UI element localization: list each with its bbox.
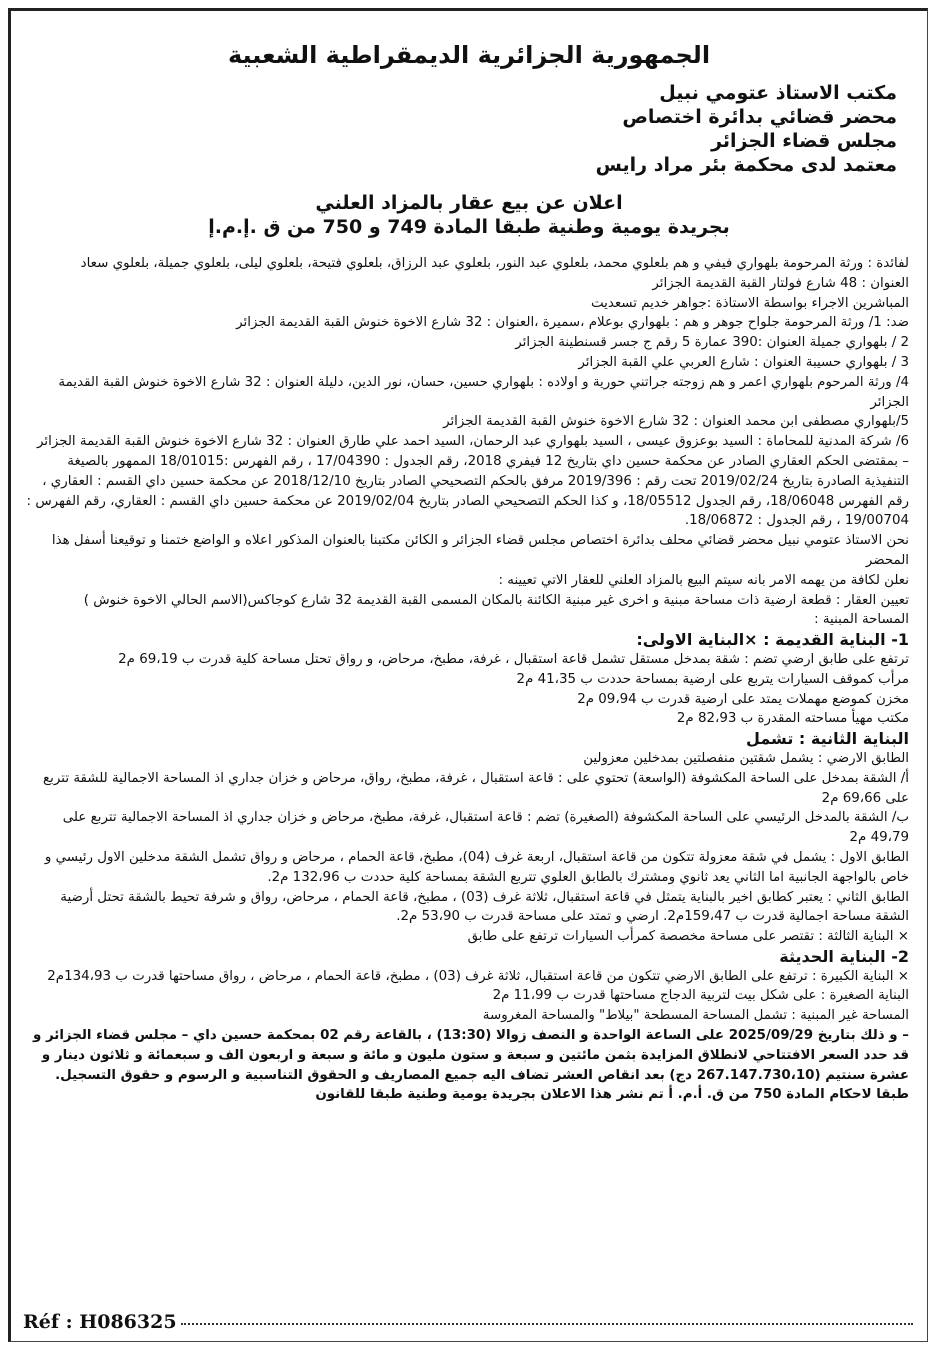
- body-paragraph: مخزن كموضع مهملات يمتد على ارضية قدرت ب 09،94 م2: [577, 691, 909, 707]
- bailiff-office-block: [596, 81, 897, 177]
- office-line: معتمد لدى محكمة بئر مراد رايس: [595, 154, 897, 176]
- body-paragraph: × البناية الثالثة : تقتصر على مساحة مخصصة كمرأب السيارات ترتفع على طابق: [467, 929, 909, 945]
- republic-title: الجمهورية الجزائرية الديمقراطية الشعبية: [227, 41, 711, 69]
- body-paragraph: ب/ الشقة بالمدخل الرئيسي على الساحة المكشوفة (الصغيرة) تضم : قاعة استقبال، غرفة، مطبخ، مرحاض و خزان جداري اذ المساحة الاجمالية تتربع على 49،79 م2: [62, 810, 909, 846]
- body-paragraph: 2 / بلهواري جميلة العنوان :390 عمارة 5 رقم ج جسر قسنطينة الجزائر: [515, 335, 909, 351]
- body-paragraph: مرأب كموقف السيارات يتربع على ارضية بمساحة حددت ب 41،35 م2: [516, 671, 909, 687]
- announcement-body: [25, 254, 909, 1105]
- announcement-headline: [11, 191, 927, 239]
- body-paragraph: البناية الثانية : تشمل: [746, 729, 909, 749]
- body-paragraph: المساحة غير المبنية : تشمل المساحة المسطحة "بيلاط" والمساحة المغروسة: [482, 1008, 909, 1024]
- body-paragraph: 6/ شركة المدنية للمحاماة : السيد بوعزوق عيسى ، السيد بلهواري عبد الرحمان، السيد احمد علي طارق العنوان : 32 شارع الاخوة خنوش القبة القديمة الجزائر: [36, 434, 909, 450]
- body-paragraph: العنوان : 48 شارع فولتار القبة القديمة الجزائر: [652, 275, 909, 291]
- body-paragraph: مكتب مهيأ مساحته المقدرة ب 82،93 م2: [676, 711, 909, 727]
- body-paragraph: ضد: 1/ ورثة المرحومة جلواح جوهر و هم : بلهواري بوعلام ،سميرة ،العنوان : 32 شارع الاخوة خنوش القبة القديمة الجزائر: [236, 315, 909, 331]
- body-paragraph: 4/ ورثة المرحوم بلهواري اعمر و هم زوجته جراتني حورية و اولاده : بلهواري حسين، حسان، نور الدين، دليلة العنوان : 32 شارع الاخوة خنوش القبة القديمة الجزائر: [58, 374, 909, 410]
- body-paragraph: طبقا لاحكام المادة 750 من ق. أ.م. أ تم نشر هذا الاعلان بجريدة يومية وطنية طبقا للقانون: [315, 1087, 909, 1103]
- footer-dotted-line: [181, 1323, 913, 1325]
- body-paragraph: الطابق الثاني : يعتبر كطابق اخير بالبناية يتمثل في قاعة استقبال، ثلاثة غرف (03) ، مطبخ، قاعة الحمام ، مرحاض، رواق و شرفة تحيط بالشقة تحتل أرضية الشقة مساحة اجمالية قدرت ب 159،47م2. ارضي و تمتد على مساحة قدرت ب 53،90 م2.: [60, 889, 909, 925]
- body-paragraph: لفائدة : ورثة المرحومة بلهواري فيفي و هم بلعلوي محمد، بلعلوي عبد النور، بلعلوي عبد الرزاق، بلعلوي فتيحة، بلعلوي ليلى، بلعلوي جميلة، بلعلوي سعاد: [80, 256, 909, 271]
- body-paragraph: نحن الاستاذ عتومي نبيل محضر قضائي محلف بدائرة اختصاص مجلس قضاء الجزائر و الكائن مكتبنا بالعنوان المذكور اعلاه و الواضع ختمنا و توقيعنا أسفل هذا المحضر: [51, 533, 909, 568]
- body-paragraph: 2- البناية الحديثة: [779, 946, 909, 966]
- body-paragraph: البناية الصغيرة : على شكل بيت لتربية الدجاج مساحتها قدرت ب 11،99 م2: [492, 988, 909, 1004]
- office-line: مجلس قضاء الجزائر: [711, 130, 897, 152]
- body-paragraph: × البناية الكبيرة : ترتفع على الطابق الارضي تتكون من قاعة استقبال، ثلاثة غرف (03) ، مطبخ، قاعة الحمام ، مرحاض ، رواق مساحتها قدرت ب 134،93م2: [47, 968, 909, 984]
- body-paragraph: ترتفع على طابق ارضي تضم : شقة بمدخل مستقل تشمل قاعة استقبال ، غرفة، مطبخ، مرحاض، و رواق تحتل مساحة كلية قدرت ب 69،19 م2: [118, 651, 909, 667]
- body-paragraph: المساحة المبنية :: [814, 612, 909, 628]
- body-paragraph: الطابق الاول : يشمل في شقة معزولة تتكون من قاعة استقبال، اربعة غرف (04)، مطبخ، قاعة الحمام ، مرحاض و رواق تشمل الشقة مدخلين الاول رئيسي و خاص بالواجهة الجانبية اما الثاني يعد ثانوي ومشترك بالطابق العلوي تتربع الشقة بمساحة كلية حددت ب 132،96 م2.: [44, 849, 909, 885]
- body-paragraph: المباشرين الاجراء بواسطة الاستاذة :جواهر خديم تسعديت: [590, 295, 909, 311]
- headline-line-2: بجريدة يومية وطنية طبقا المادة 749 و 750 من ق .إ.م.إ: [208, 216, 730, 238]
- body-paragraph: الطابق الارضي : يشمل شقتين منفصلتين بمدخلين معزولين: [583, 750, 909, 766]
- body-paragraph: نعلن لكافة من يهمه الامر بانه سيتم البيع بالمزاد العلني للعقار الاتي تعيينه :: [498, 572, 909, 588]
- body-paragraph: أ/ الشقة بمدخل على الساحة المكشوفة (الواسعة) تحتوي على : قاعة استقبال ، غرفة، مطبخ، رواق، مرحاض و خزان جداري اذ المساحة الاجمالية للشقة تتربع على 69،66 م2: [43, 770, 909, 806]
- headline-line-1: اعلان عن بيع عقار بالمزاد العلني: [315, 192, 623, 214]
- reference-number: Réf : H086325: [23, 1311, 177, 1333]
- announcement-page: [8, 8, 928, 1342]
- office-line: مكتب الاستاذ عتومي نبيل: [659, 82, 897, 104]
- body-paragraph: 1- البناية القديمة : ×البناية الاولى:: [636, 630, 909, 650]
- body-paragraph: – و ذلك بتاريخ 2025/09/29 على الساعة الواحدة و النصف زوالا (13:30) ، بالقاعة رقم 02 بمحكمة حسين داي – مجلس قضاء الجزائر و قد حدد السعر الافتتاحي لانطلاق المزايدة بثمن مائتين و سبعة و ستون مليون و مائة و سبعة و اربعون الف و سبعمائة و ثلاثون دينار و عشرة سنتيم (267.147.730،10 دج) بعد انقاص العشر تضاف اليه جميع المصاريف و الحقوق التناسبية و الرسوم و حقوق التسجيل.: [32, 1028, 909, 1083]
- body-paragraph: 3 / بلهواري حسيبة العنوان : شارع العربي علي القبة الجزائر: [578, 354, 909, 370]
- body-paragraph: تعيين العقار : قطعة ارضية ذات مساحة مبنية و اخرى غير مبنية الكائنة بالمكان المسمى القبة القديمة 32 شارع كوجاكس(الاسم الحالي الاخوة خنوش ): [83, 592, 909, 608]
- body-paragraph: – بمقتضى الحكم العقاري الصادر عن محكمة حسين داي بتاريخ 12 فيفري 2018، رقم الجدول : 17/04390 ، رقم الفهرس :18/01015 الممهور بالصيغة التنفيذية الصادرة بتاريخ 2019/02/24 تحت رقم : 2019/396 مرفق بالحكم التصحيحي الصادر بتاريخ 2018/12/10 عن محكمة حسين داي القسم : العقاري ، رقم الفهرس 18/06048، رقم الجدول 18/05512، و كذا الحكم التصحيحي الصادر بتاريخ 2019/02/04 عن محكمة حسين داي القسم : العقاري، رقم الفهرس : 19/00704 ، رقم الجدول : 18/06872.: [26, 453, 909, 529]
- body-paragraph: 5/بلهواري مصطفى ابن محمد العنوان : 32 شارع الاخوة خنوش القبة القديمة الجزائر: [443, 414, 909, 430]
- office-line: محضر قضائي بدائرة اختصاص: [622, 106, 897, 128]
